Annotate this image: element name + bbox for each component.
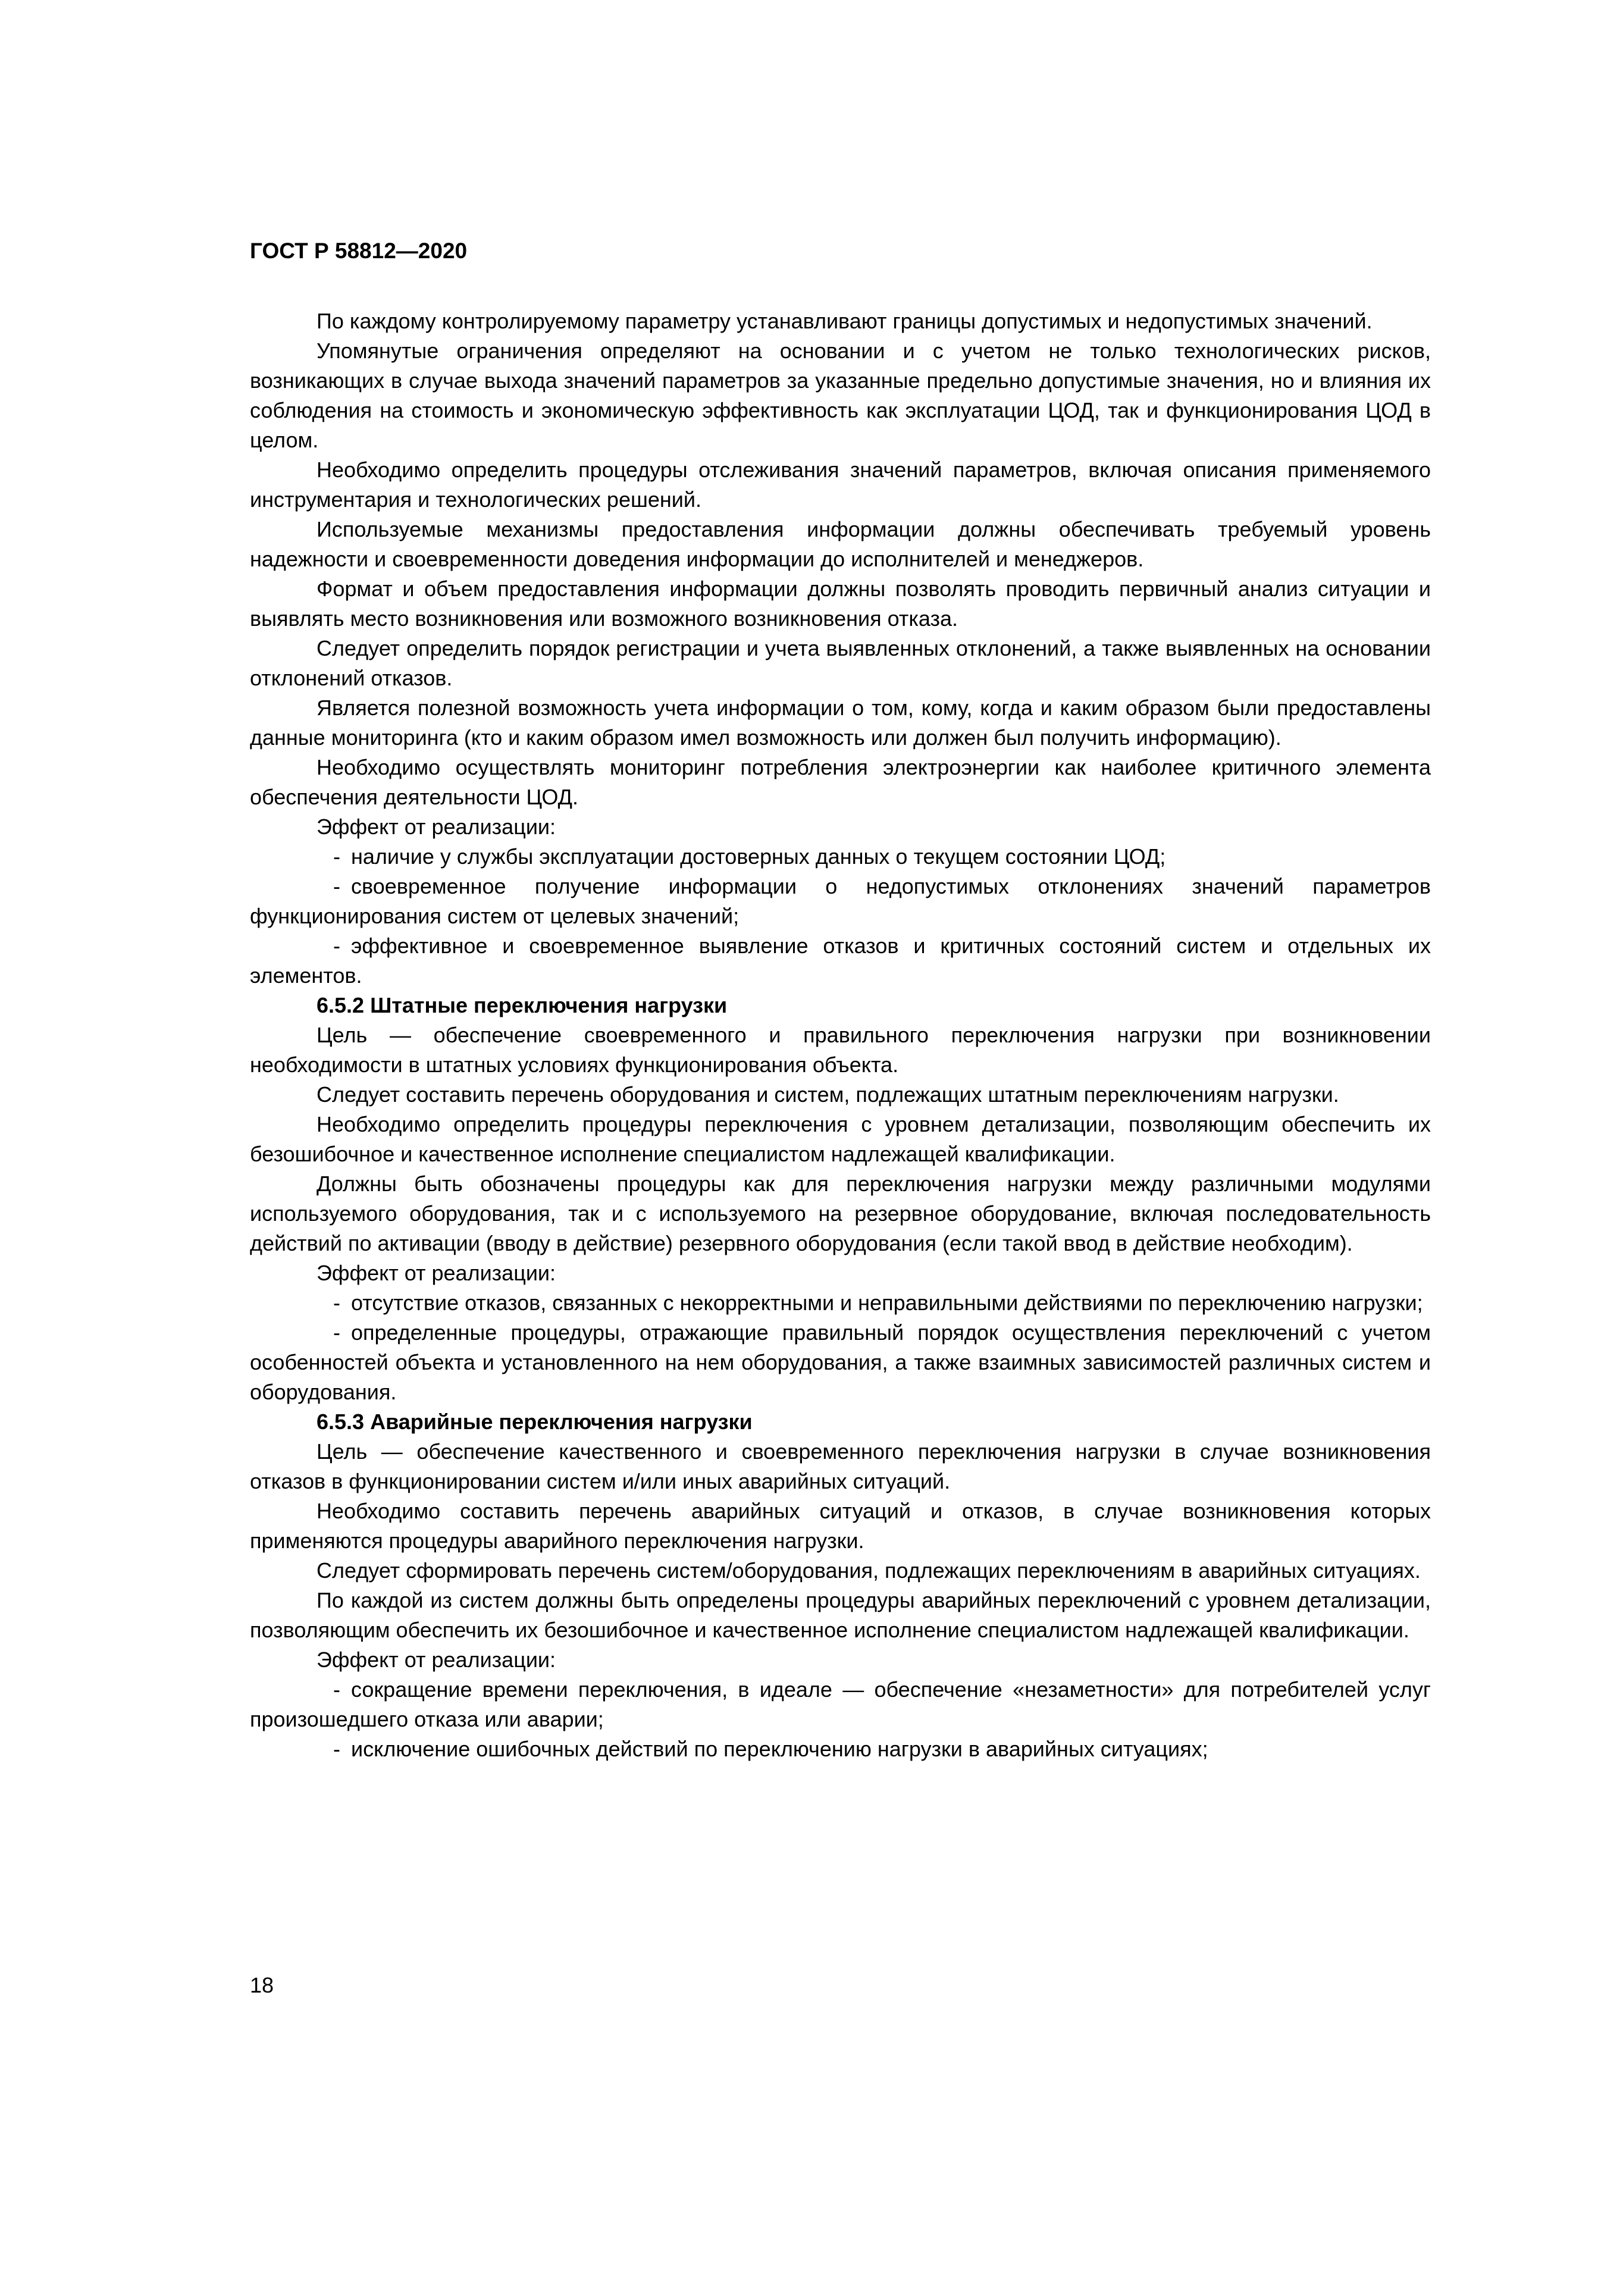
bullet-item	[250, 842, 1431, 872]
bullet-dash: -	[333, 1737, 340, 1761]
bullet-item	[250, 931, 1431, 991]
section-heading-6-5-2: 6.5.2 Штатные переключения нагрузки	[317, 993, 728, 1017]
paragraph: Эффект от реализации:	[317, 1647, 556, 1672]
document-code-header: ГОСТ Р 58812—2020	[250, 239, 468, 263]
bullet-item	[250, 1734, 1431, 1764]
paragraph: Формат и объем предоставления информации должны позволять проводить первичный анализ ситуации и выявлять место возникновения или возможного возникновения отказа.	[250, 577, 1431, 631]
paragraph: Следует составить перечень оборудования и систем, подлежащих штатным переключениям нагрузки.	[317, 1082, 1339, 1107]
paragraph: Необходимо определить процедуры отслеживания значений параметров, включая описания применяемого инструментария и технологических решений.	[250, 458, 1431, 512]
page-number: 18	[250, 1973, 274, 1997]
bullet-item	[250, 1288, 1431, 1318]
bullet-item	[250, 1675, 1431, 1734]
bullet-dash: -	[333, 1290, 340, 1315]
bullet-item	[250, 872, 1431, 931]
paragraph: Необходимо определить процедуры переключения с уровнем детализации, позволяющим обеспечить их безошибочное и качественное исполнение специалистом надлежащей квалификации.	[250, 1112, 1431, 1166]
bullet-text: наличие у службы эксплуатации достоверных данных о текущем состоянии ЦОД;	[351, 844, 1166, 869]
paragraph: Должны быть обозначены процедуры как для переключения нагрузки между различными модулями используемого оборудования, так и с используемого на резервное оборудование, включая последовательность действий по активации (вводу в действие) резервного оборудования (если такой ввод в действие необходим).	[250, 1172, 1431, 1255]
paragraph: Является полезной возможность учета информации о том, кому, когда и каким образом были предоставлены данные мониторинга (кто и каким образом имел возможность или должен был получить информацию).	[250, 696, 1431, 750]
bullet-text: своевременное получение информации о недопустимых отклонениях значений параметров функционирования систем от целевых значений;	[250, 874, 1431, 928]
paragraph: Эффект от реализации:	[317, 1261, 556, 1285]
bullet-dash: -	[333, 1320, 340, 1345]
bullet-dash: -	[333, 844, 340, 869]
bullet-text: исключение ошибочных действий по переключению нагрузки в аварийных ситуациях;	[351, 1737, 1208, 1761]
bullet-item	[250, 1318, 1431, 1407]
paragraph: Следует определить порядок регистрации и учета выявленных отклонений, а также выявленных на основании отклонений отказов.	[250, 636, 1431, 690]
paragraph: По каждому контролируемому параметру устанавливают границы допустимых и недопустимых значений.	[317, 309, 1373, 333]
bullet-text: отсутствие отказов, связанных с некорректными и неправильными действиями по переключению нагрузки;	[351, 1290, 1423, 1315]
document-body	[250, 306, 1431, 1764]
paragraph: Эффект от реализации:	[317, 815, 556, 839]
paragraph: Упомянутые ограничения определяют на основании и с учетом не только технологических рисков, возникающих в случае выхода значений параметров за указанные предельно допустимые значения, но и влияния их соблюдения на стоимость и экономическую эффективность как эксплуатации ЦОД, так и функционирования ЦОД в целом.	[250, 339, 1431, 452]
paragraph: Цель — обеспечение своевременного и правильного переключения нагрузки при возникновении необходимости в штатных условиях функционирования объекта.	[250, 1023, 1431, 1077]
section-heading-6-5-3: 6.5.3 Аварийные переключения нагрузки	[317, 1409, 753, 1434]
paragraph: По каждой из систем должны быть определены процедуры аварийных переключений с уровнем детализации, позволяющим обеспечить их безошибочное и качественное исполнение специалистом надлежащей квалификации.	[250, 1588, 1431, 1642]
bullet-text: эффективное и своевременное выявление отказов и критичных состояний систем и отдельных их элементов.	[250, 934, 1431, 988]
bullet-text: определенные процедуры, отражающие правильный порядок осуществления переключений с учетом особенностей объекта и установленного на нем оборудования, а также взаимных зависимостей различных систем и оборудования.	[250, 1320, 1431, 1404]
bullet-dash: -	[333, 934, 340, 958]
bullet-text: сокращение времени переключения, в идеале — обеспечение «незаметности» для потребителей услуг произошедшего отказа или аварии;	[250, 1677, 1431, 1731]
paragraph: Следует сформировать перечень систем/оборудования, подлежащих переключениям в аварийных ситуациях.	[317, 1558, 1421, 1583]
bullet-dash: -	[333, 1677, 340, 1702]
paragraph: Цель — обеспечение качественного и своевременного переключения нагрузки в случае возникновения отказов в функционировании систем и/или иных аварийных ситуаций.	[250, 1439, 1431, 1493]
paragraph: Необходимо составить перечень аварийных ситуаций и отказов, в случае возникновения которых применяются процедуры аварийного переключения нагрузки.	[250, 1499, 1431, 1553]
bullet-dash: -	[333, 874, 340, 898]
paragraph: Используемые механизмы предоставления информации должны обеспечивать требуемый уровень надежности и своевременности доведения информации до исполнителей и менеджеров.	[250, 517, 1431, 571]
paragraph: Необходимо осуществлять мониторинг потребления электроэнергии как наиболее критичного элемента обеспечения деятельности ЦОД.	[250, 755, 1431, 809]
